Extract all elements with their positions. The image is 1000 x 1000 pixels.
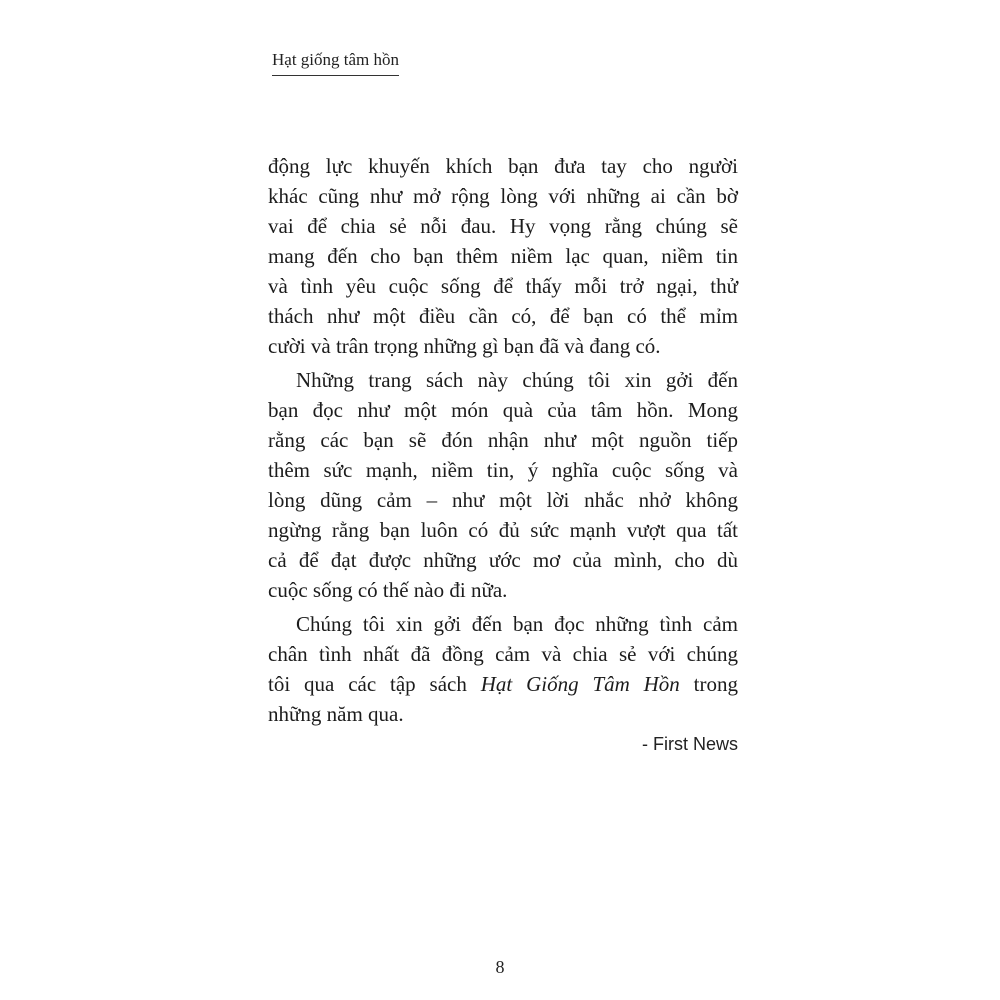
text-line-with-book-title bbox=[268, 669, 738, 699]
text-line: Những trang sách này chúng tôi xin gởi đến bbox=[296, 368, 738, 392]
running-header: Hạt giống tâm hồn bbox=[272, 50, 399, 76]
text-line: cả để đạt được những ước mơ của mình, cho dù bbox=[268, 548, 738, 572]
text-line: bạn đọc như một món quà của tâm hồn. Mong bbox=[268, 398, 738, 422]
page-number: 8 bbox=[495, 957, 505, 977]
text-line: ngừng rằng bạn luôn có đủ sức mạnh vượt qua tất bbox=[268, 518, 738, 542]
text-line: những năm qua. bbox=[268, 702, 404, 726]
text-line: thách như một điều cần có, để bạn có thể mỉm bbox=[268, 304, 738, 328]
text-line: cười và trân trọng những gì bạn đã và đang có. bbox=[268, 334, 661, 358]
text-line: vai để chia sẻ nỗi đau. Hy vọng rằng chúng sẽ bbox=[268, 214, 738, 238]
body-text bbox=[268, 151, 738, 759]
text-line: lòng dũng cảm – như một lời nhắc nhở không bbox=[268, 488, 738, 512]
book-series-title: Hạt Giống Tâm Hồn bbox=[480, 672, 680, 696]
text-line: cuộc sống có thế nào đi nữa. bbox=[268, 578, 508, 602]
text-line: Chúng tôi xin gởi đến bạn đọc những tình cảm bbox=[296, 612, 738, 636]
text-fragment: trong bbox=[679, 672, 738, 696]
text-fragment: tôi qua các tập sách bbox=[268, 672, 481, 696]
text-line: mang đến cho bạn thêm niềm lạc quan, niềm tin bbox=[268, 244, 738, 268]
signature: - First News bbox=[642, 734, 738, 754]
paragraph-2 bbox=[268, 365, 738, 605]
text-line: thêm sức mạnh, niềm tin, ý nghĩa cuộc sống và bbox=[268, 458, 738, 482]
paragraph-1 bbox=[268, 151, 738, 361]
text-line: rằng các bạn sẽ đón nhận như một nguồn tiếp bbox=[268, 428, 738, 452]
text-line: khác cũng như mở rộng lòng với những ai cần bờ bbox=[268, 184, 738, 208]
paragraph-3 bbox=[268, 609, 738, 729]
text-line: và tình yêu cuộc sống để thấy mỗi trở ngại, thử bbox=[268, 274, 738, 298]
text-line: chân tình nhất đã đồng cảm và chia sẻ với chúng bbox=[268, 642, 738, 666]
text-line: động lực khuyến khích bạn đưa tay cho người bbox=[268, 154, 738, 178]
